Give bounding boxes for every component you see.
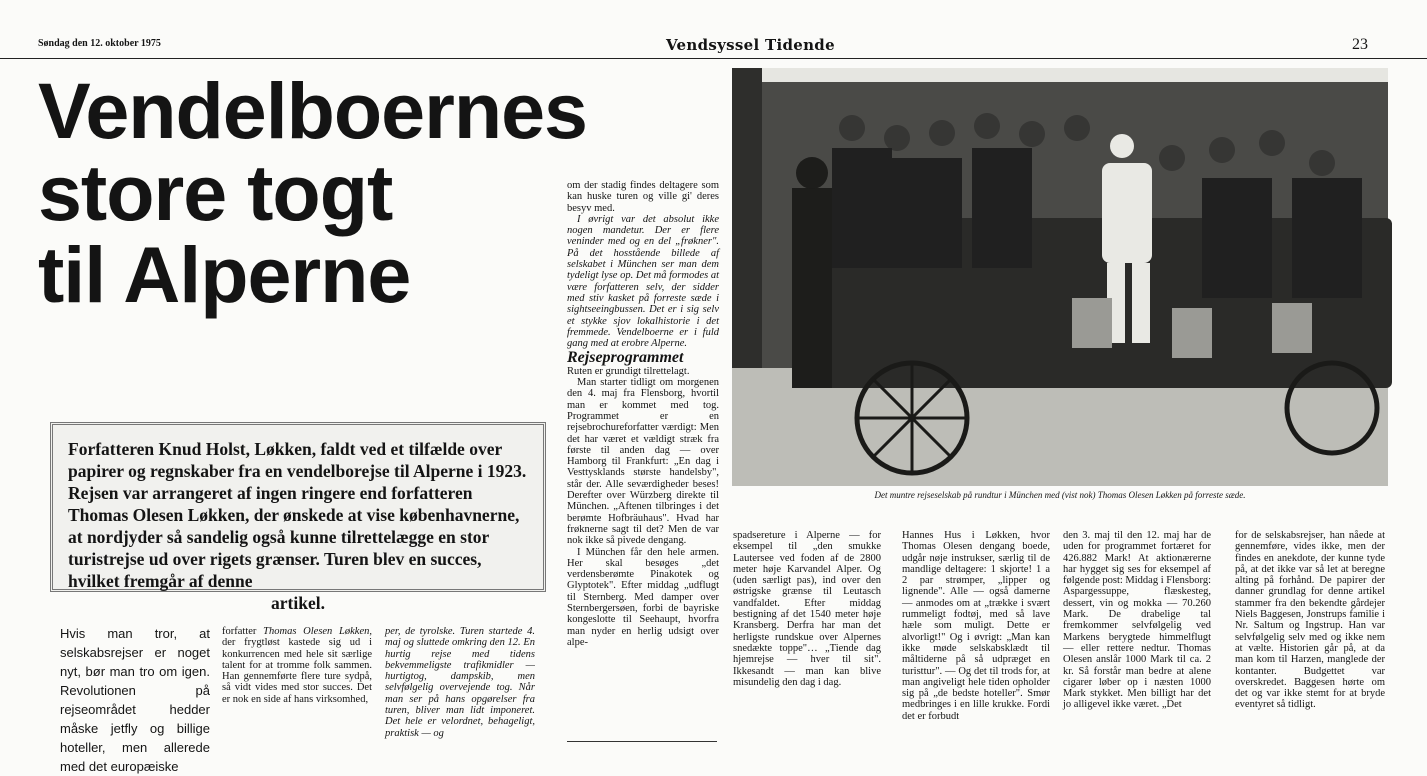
column-7-text: den 3. maj til den 12. maj har de uden for programmet fortæret for 426.882 Mark! At aktionærerne har hygget sig ses for eksempel af følgende post: Middag i Flensborg: Aspargessuppe, flæskesteg, dessert, vin og mokka — 70.260 Mark. De drabelige tal fremkommer selvfølgelig ved Markens berygtede himmelflugt — eller rettere nedtur. Thomas Olesen anslår 1000 Mark til ca. 2 kr. Så forstår man bedre at alene cigarer løber op i næsten 1000 Mark stykket. Men billigt har det jo alligevel ikke været. „Det <box>1063 530 1211 711</box>
article-column-1 <box>60 624 210 774</box>
lead-paragraph: Forfatteren Knud Holst, Løkken, faldt ved et tilfælde over papirer og regnskaber fra en vendelborejse til Alperne i 1923. Rejsen var arrangeret af ingen ringere end forfatteren Thomas Olesen Løkken, der ønskede at vise københavnerne, at nordjyder så sandelig også kunne tilrettelægge en stor turistrejse ud over rigets grænser. Turen blev en succes, hvilket fremgår af denne <box>68 439 527 591</box>
article-column-6 <box>902 530 1050 745</box>
headline-line-2: store togt <box>38 148 393 237</box>
column-2-text <box>222 626 372 705</box>
headline-line-3: til Alperne <box>38 230 411 319</box>
article-column-5 <box>733 530 881 745</box>
column-2-body: der frygtløst kastede sig ud i konkurrencen med hele sit særlige talent for at tromme folk sammen. Han gennemførte flere ture sydpå, så vidt vides med stor succes. Det er nok en side af hans virksomhed, <box>222 637 372 705</box>
column-3-text: per, de tyrolske. Turen startede 4. maj og sluttede omkring den 12. En hurtig rejse med tidens bekvemmeligste trafikmidler — hurtigtog, dampskib, men selvfølgelig overvejende tog. Når man ser på hans opgørelser fra turen, bliver man lidt imponeret. Det hele er velordnet, behageligt, praktisk — og <box>385 626 535 739</box>
column-divider <box>567 741 717 742</box>
column-4-munich: I München får den hele armen. Her skal besøges „det verdensberømte Pinakotek og Glyptotek". Efter middag „udflugt til Sternberg. Med damper over Sternbergersøen, forbi de bayriske kongeslotte til Seehaupt, hvorfra man nyder en herlig udsigt over alpe- <box>567 546 719 648</box>
lead-text <box>68 438 528 614</box>
column-6-text: Hannes Hus i Løkken, hvor Thomas Olesen dengang boede, udgår nøje instrukser, særlig til de mandlige deltagere: 1 skjorte! 1 a 2 par strømper, „lipper og lignende". Alle — også damerne — anmodes om at „trække i svært rummeligt fodtøj, med så lave hæle som muligt. Dette er alvorligt!" Og i øvrigt: „Man kan ikke møde selskabsklædt til måltiderne på så udpræget en turisttur". — Og det til trods for, at man angiveligt hele tiden opholder sig på „de bedste hoteller". Smør medbringes i en lille krukke. Fordi det er forbudt <box>902 530 1050 722</box>
column-4-intro: om der stadig findes deltagere som kan huske turen og ville gi' deres besyv med. <box>567 180 719 214</box>
newspaper-masthead: Vendsyssel Tidende <box>666 36 835 54</box>
header-rule <box>0 58 1427 59</box>
column-4-italic: I øvrigt var det absolut ikke nogen mandetur. Der er flere veninder med og en del „frøkner". På det hosstående billede af selskabet i München ser man dem tydeligt lyse op. Det må formodes at være forfatteren selv, der sidder med stiv kasket på forreste sæde i sightseeingbussen. Det er i sig selv et stykke sjov lokalhistorie i det fremmede. Vendelboerne er i fuld gang med at erobre Alperne. <box>567 213 719 350</box>
article-column-8 <box>1235 530 1385 745</box>
column-2-intro: forfatter <box>222 626 257 637</box>
column-8-text: for de selskabsrejser, han nåede at gennemføre, vides ikke, men der findes en anekdote, der kunne tyde på, at det ikke var så let at beregne alting på forhånd. De papirer der danner grundlag for denne artikel stammer fra den bekendte gårdejer Niels Baggesen, Jonstrups familie i Nr. Saltum og Ingstrup. Han var selvfølgelig selv med og ikke nem at vælte. Historien går på, at da man kom til Harzen, manglede der kontanter. Budgettet var overskredet. Baggesen hørte om det og var ikke stemt for at bryde eventyret så tidligt. <box>1235 530 1385 711</box>
lead-last-line: artikel. <box>271 593 325 613</box>
column-4-program: Man starter tidligt om morgenen den 4. maj fra Flensborg, hvortil man er kommet med tog. Programmet er en rejsebrochureforfatter værdigt: Men det har været et vældigt stræk fra første til anden dag — over Hamborg til Frankfurt: „En dag i Vesttysklands største handelsby", står der. Alle seværdigheder beses! Derefter over Würzberg direkte til München. „Aftenen tilbringes i det berømte Hofbräuhaus". Hvad har frøknerne sagt til det? Men de var nok ikke så pivede dengang. <box>567 377 719 547</box>
column-4-route: Ruten er grundigt tilrettelagt. <box>567 365 690 377</box>
column-1-text: Hvis man tror, at selskabsrejser er noget nyt, bør man tro om igen. Revolutionen på rejseområdet hedder måske jetfly og billige hoteller, men allerede med det europæiske <box>60 626 210 774</box>
group-photo <box>732 68 1388 486</box>
photo-caption: Det muntre rejseselskab på rundtur i München med (vist nok) Thomas Olesen Løkken på forreste sæde. <box>874 490 1246 500</box>
article-column-7 <box>1063 530 1211 745</box>
article-column-2 <box>222 626 372 745</box>
subheading-rejseprogrammet: Rejseprogrammet <box>567 349 684 367</box>
issue-date: Søndag den 12. oktober 1975 <box>38 38 161 49</box>
photo-illustration <box>732 68 1388 486</box>
column-5-text: spadsereture i Alperne — for eksempel til „den smukke Lautersee ved foden af de 2800 meter høje Karvandel Alper. Og (uden særligt pas), ind over den østrigske grænse til Leutasch vandfaldet. Efter middag bestigning af det 1540 meter høje Kransberg. Derfra har man det herligste rundskue over Alpernes snedækte toppe"… „Tiende dag hjemrejse — hver til sit". Ikkesandt — man kan blive misundelig den dag i dag. <box>733 530 881 688</box>
author-name: Thomas Olesen Løkken, <box>263 626 372 637</box>
page-number: 23 <box>1352 36 1368 53</box>
article-column-4 <box>567 180 719 648</box>
article-column-3 <box>385 626 535 745</box>
headline-line-1: Vendelboernes <box>38 66 587 155</box>
